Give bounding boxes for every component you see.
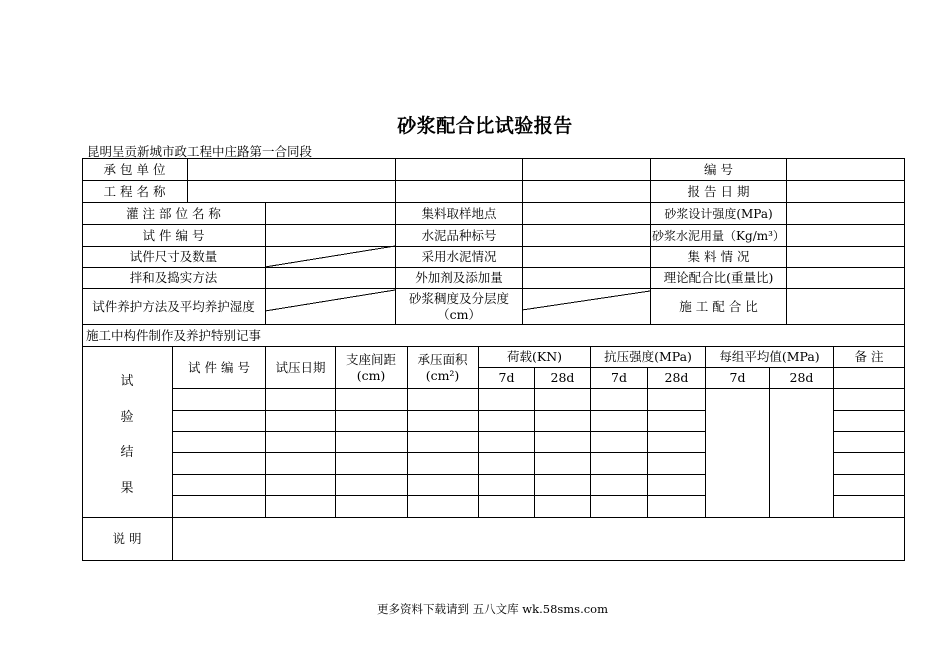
theory-ratio-label: 理论配合比(重量比) (663, 270, 774, 285)
header-avg: 每组平均值(MPa) (719, 349, 820, 364)
cement-amount-label: 砂浆水泥用量（Kg/m³） (652, 228, 785, 243)
pour-location-label: 灌 注 部 位 名 称 (126, 205, 221, 221)
results-char-1: 试 (120, 374, 134, 390)
subheader-strength-7d: 7d (611, 370, 627, 385)
footer-download-note: 更多资料下载请到 五八文库 wk.58sms.com (376, 602, 609, 616)
contractor-field-3[interactable] (523, 159, 650, 180)
subheader-strength-28d: 28d (664, 370, 689, 385)
construction-ratio-label: 施 工 配 合 比 (679, 298, 758, 314)
contract-section: 昆明呈贡新城市政工程中庄路第一合同段 (87, 144, 313, 159)
results-side-label (82, 348, 172, 518)
results-char-2: 验 (120, 409, 134, 425)
header-strength: 抗压强度(MPa) (604, 349, 692, 364)
serial-label: 编 号 (704, 161, 733, 177)
water-type-label: 采用水泥情况 (421, 249, 497, 264)
header-load: 荷载(KN) (506, 349, 563, 364)
report-date-field[interactable] (787, 181, 904, 202)
results-char-3: 结 (120, 445, 134, 461)
aggregate-status-label: 集 料 情 况 (687, 249, 750, 264)
contractor-label: 承 包 单 位 (103, 161, 166, 177)
header-test-date: 试压日期 (275, 359, 326, 375)
subheader-avg-28d: 28d (789, 370, 814, 385)
curing-method-label: 试件养护方法及平均养护湿度 (92, 298, 255, 314)
subheader-avg-7d: 7d (729, 370, 746, 385)
specimen-no-label: 试 件 编 号 (142, 227, 205, 243)
header-remark: 备 注 (854, 349, 884, 364)
results-char-4: 果 (120, 480, 134, 496)
report-date-label: 报 告 日 期 (687, 183, 750, 199)
contractor-field[interactable] (188, 159, 395, 180)
serial-field[interactable] (787, 159, 904, 180)
header-support-span: 支座间距(cm) (345, 351, 396, 383)
specimen-size-label: 试件尺寸及数量 (129, 249, 218, 264)
project-field[interactable] (188, 181, 395, 202)
mixing-method-label: 拌和及捣实方法 (129, 270, 218, 285)
cement-grade-label: 水泥品种标号 (421, 227, 497, 243)
document-title: 砂浆配合比试验报告 (397, 115, 573, 137)
design-strength-label: 砂浆设计强度(MPa) (664, 206, 773, 221)
explanation-label: 说 明 (112, 531, 142, 546)
subheader-load-7d: 7d (498, 370, 515, 385)
contractor-field-2[interactable] (396, 159, 522, 180)
consistency-label: 砂浆稠度及分层度（cm） (408, 290, 509, 322)
header-area: 承压面积(cm²) (417, 351, 468, 383)
admixture-label: 外加剂及添加量 (415, 270, 503, 285)
header-specimen-no: 试 件 编 号 (188, 359, 250, 375)
aggregate-site-label: 集料取样地点 (421, 205, 497, 221)
explanation-field[interactable] (173, 518, 904, 560)
special-note-label: 施工中构件制作及养护特别记事 (86, 327, 262, 343)
project-label: 工 程 名 称 (103, 183, 166, 199)
subheader-load-28d: 28d (550, 370, 575, 385)
